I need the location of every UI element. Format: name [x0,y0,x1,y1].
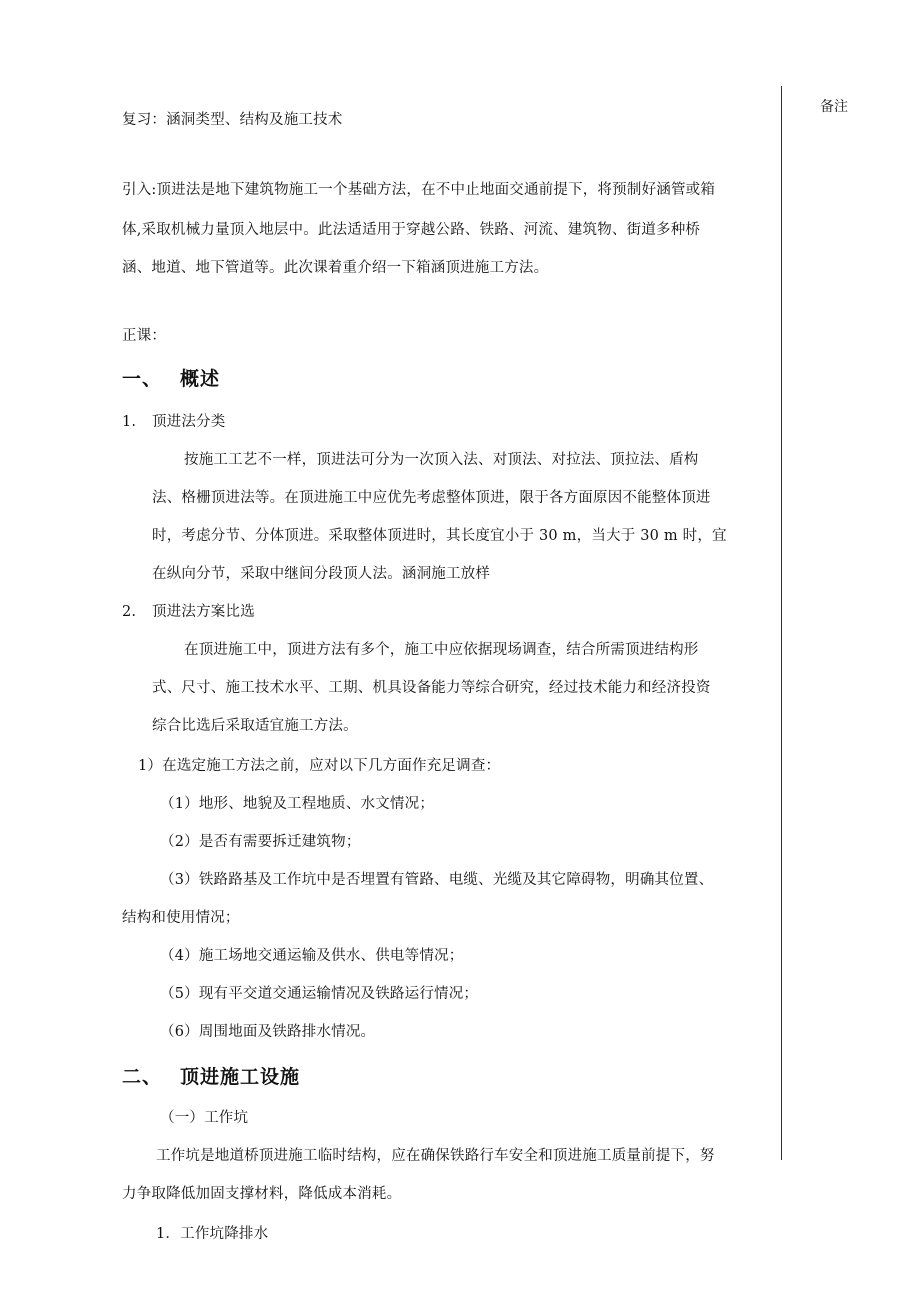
survey-item-4: （4）施工场地交通运输及供水、供电等情况； [160,948,464,964]
subsection-1-heading: （一）工作坑 [160,1110,249,1126]
survey-intro: 1）在选定施工方法之前，应对以下几方面作充足调查： [138,758,501,774]
item-1-number: 1. [122,414,137,430]
section-2-number: 二、 [122,1066,163,1088]
survey-item-3-cont: 结构和使用情况； [122,910,240,926]
lesson-label: 正课： [122,328,167,344]
section-2-title: 顶进施工设施 [180,1066,301,1088]
item-2-number: 2. [122,604,137,620]
intro-line-3: 涵、地道、地下管道等。此次课着重介绍一下箱涵顶进施工方法。 [122,260,549,276]
item-1-para-line-1: 按施工工艺不一样，顶进法可分为一次顶入法、对顶法、对拉法、顶拉法、盾构 [184,452,699,468]
section-2-heading [122,1062,300,1089]
section-1-title: 概述 [180,368,221,390]
intro-line-2: 体,采取机械力量顶入地层中。此法适适用于穿越公路、铁路、河流、建筑物、街道多种桥 [122,222,701,238]
item-2-para-line-2: 式、尺寸、施工技术水平、工期、机具设备能力等综合研究，经过技术能力和经济投资 [152,680,711,696]
pit-item-1: 1．工作坑降排水 [156,1226,269,1242]
section-1-number: 一、 [122,368,163,390]
item-1-para-line-3: 时，考虑分节、分体顶进。采取整体顶进时，其长度宜小于 30 m，当大于 30 m 时，宜 [152,528,727,544]
survey-item-5: （5）现有平交道交通运输情况及铁路运行情况； [160,986,479,1002]
item-1-heading [122,410,226,431]
item-2-para-line-3: 综合比选后采取适宜施工方法。 [152,718,358,734]
section-1-heading [122,364,220,391]
survey-item-3: （3）铁路路基及工作坑中是否埋置有管路、电缆、光缆及其它障碍物，明确其位置、 [160,872,714,888]
item-1-para-line-4: 在纵向分节，采取中继间分段顶人法。涵洞施工放样 [152,566,491,582]
pit-para-line-2: 力争取降低加固支撑材料，降低成本消耗。 [122,1186,402,1202]
item-2-para-line-1: 在顶进施工中，顶进方法有多个，施工中应依据现场调查，结合所需顶进结构形 [184,642,699,658]
item-2-heading [122,600,255,621]
remarks-column-rule [781,86,782,1160]
pit-para-line-1: 工作坑是地道桥顶进施工临时结构，应在确保铁路行车安全和顶进施工质量前提下，努 [156,1148,715,1164]
intro-line-1: 引入:顶进法是地下建筑物施工一个基础方法，在不中止地面交通前提下，将预制好涵管或箱 [122,182,716,198]
item-1-para-line-2: 法、格栅顶进法等。在顶进施工中应优先考虑整体顶进，限于各方面原因不能整体顶进 [152,490,711,506]
review-line: 复习：涵洞类型、结构及施工技术 [122,112,343,128]
remarks-label: 备注 [820,99,848,115]
item-1-title: 顶进法分类 [152,414,226,430]
survey-item-2: （2）是否有需要拆迁建筑物； [160,834,361,850]
survey-item-6: （6）周围地面及铁路排水情况。 [160,1024,376,1040]
item-2-title: 顶进法方案比选 [152,604,255,620]
survey-item-1: （1）地形、地貌及工程地质、水文情况； [160,796,435,812]
